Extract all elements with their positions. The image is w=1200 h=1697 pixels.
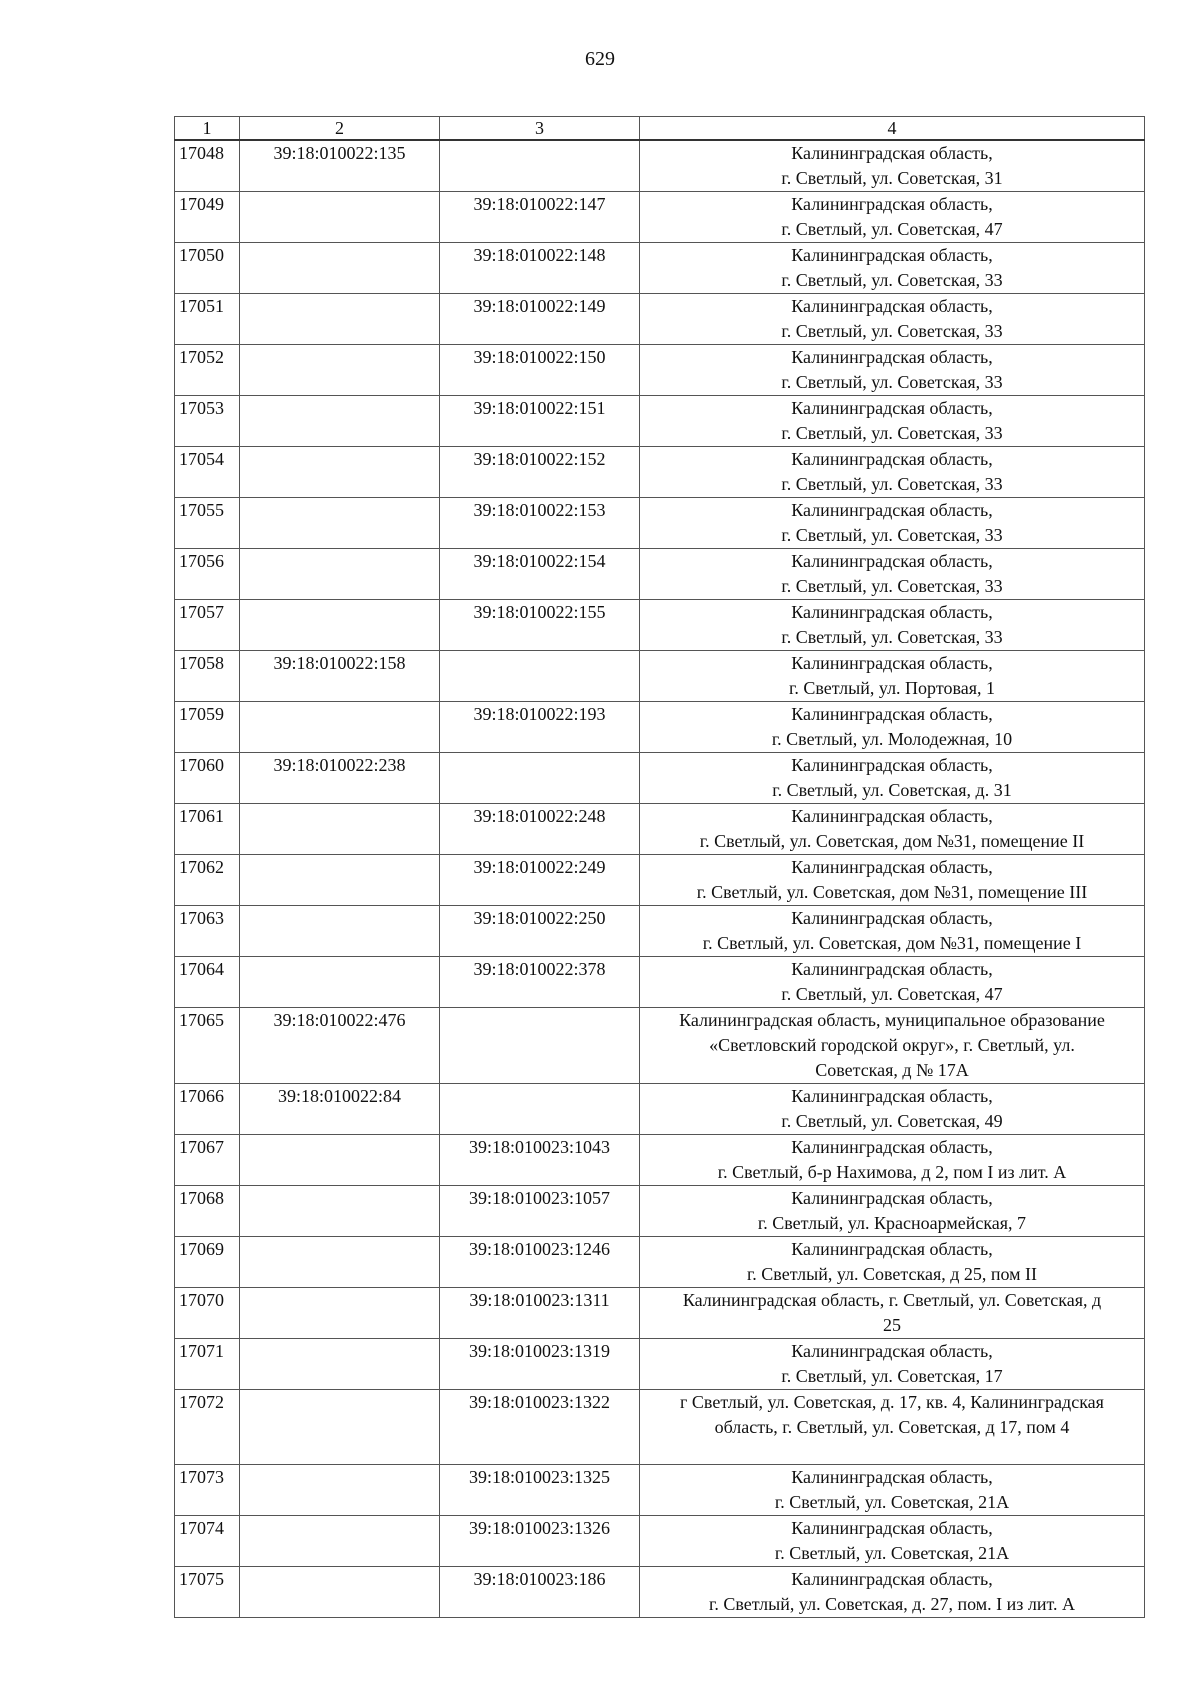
address-line: г Светлый, ул. Советская, д. 17, кв. 4, Калининградская	[680, 1392, 1104, 1412]
address-cell	[640, 1186, 1145, 1237]
address-line: Калининградская область, г. Светлый, ул. Советская, д	[682, 1290, 1102, 1310]
cadastral-number-col2-cell	[240, 192, 440, 243]
cadastral-number-col3-cell: 39:18:010023:1311	[440, 1288, 640, 1339]
cadastral-number-col3-cell: 39:18:010022:250	[440, 906, 640, 957]
cadastral-number-col2-cell	[240, 498, 440, 549]
cadastral-number-col3-cell: 39:18:010023:1325	[440, 1465, 640, 1516]
table-row	[175, 804, 1145, 855]
address-cell	[640, 140, 1145, 192]
cadastral-number-col2-cell	[240, 1465, 440, 1516]
cadastral-number-col3-cell: 39:18:010022:155	[440, 600, 640, 651]
address-line: Калининградская область,	[791, 857, 993, 877]
address-line: Калининградская область,	[791, 1137, 993, 1157]
cadastral-number-col2-cell	[240, 804, 440, 855]
row-number-cell: 17070	[175, 1288, 240, 1339]
cadastral-number-col2-cell	[240, 1567, 440, 1618]
table-row	[175, 753, 1145, 804]
address-line: Калининградская область,	[791, 347, 993, 367]
address-line: г. Светлый, ул. Советская, 17	[781, 1366, 1003, 1386]
cadastral-number-col2-cell	[240, 294, 440, 345]
address-cell	[640, 294, 1145, 345]
table-row	[175, 906, 1145, 957]
address-line: Калининградская область,	[791, 500, 993, 520]
cadastral-number-col3-cell: 39:18:010022:378	[440, 957, 640, 1008]
address-cell	[640, 243, 1145, 294]
address-line: Калининградская область,	[791, 653, 993, 673]
table-row	[175, 140, 1145, 192]
address-line: г. Светлый, ул. Советская, д. 31	[772, 780, 1012, 800]
address-line: Калининградская область,	[791, 704, 993, 724]
row-number-cell: 17064	[175, 957, 240, 1008]
cadastral-number-col2-cell	[240, 243, 440, 294]
address-line: г. Светлый, ул. Советская, 33	[781, 423, 1003, 443]
cadastral-number-col2-cell	[240, 1390, 440, 1465]
address-line: г. Светлый, ул. Советская, дом №31, помещение III	[696, 882, 1088, 902]
address-cell	[640, 957, 1145, 1008]
address-line: г. Светлый, б-р Нахимова, д 2, пом I из лит. А	[717, 1162, 1067, 1182]
cadastral-number-col2-cell	[240, 906, 440, 957]
cadastral-number-col2-cell	[240, 396, 440, 447]
address-line: Калининградская область,	[791, 194, 993, 214]
row-number-cell: 17057	[175, 600, 240, 651]
row-number-cell: 17056	[175, 549, 240, 600]
address-line: Калининградская область,	[791, 551, 993, 571]
row-number-cell: 17053	[175, 396, 240, 447]
address-cell	[640, 1465, 1145, 1516]
cadastral-number-col3-cell	[440, 1084, 640, 1135]
row-number-cell: 17060	[175, 753, 240, 804]
table-row	[175, 1339, 1145, 1390]
table-row	[175, 498, 1145, 549]
cadastral-number-col2-cell	[240, 1516, 440, 1567]
cadastral-number-col3-cell	[440, 651, 640, 702]
table-header-row	[175, 117, 1145, 141]
row-number-cell: 17069	[175, 1237, 240, 1288]
table-row	[175, 345, 1145, 396]
address-cell	[640, 447, 1145, 498]
cadastral-number-col3-cell: 39:18:010022:154	[440, 549, 640, 600]
address-line: Калининградская область,	[791, 755, 993, 775]
row-number-cell: 17049	[175, 192, 240, 243]
address-line: г. Светлый, ул. Советская, 33	[781, 627, 1003, 647]
row-number-cell: 17052	[175, 345, 240, 396]
cadastral-number-col2-cell: 39:18:010022:84	[240, 1084, 440, 1135]
cadastral-number-col2-cell	[240, 1288, 440, 1339]
table-row	[175, 1465, 1145, 1516]
address-line: Калининградская область,	[791, 1341, 993, 1361]
address-line: г. Светлый, ул. Советская, д 25, пом II	[746, 1264, 1038, 1284]
cadastral-number-col3-cell: 39:18:010023:1319	[440, 1339, 640, 1390]
address-line: Калининградская область, муниципальное образование	[679, 1010, 1105, 1030]
cadastral-number-col3-cell: 39:18:010023:1322	[440, 1390, 640, 1465]
cadastral-number-col3-cell: 39:18:010022:147	[440, 192, 640, 243]
cadastral-number-col2-cell	[240, 345, 440, 396]
cadastral-number-col2-cell: 39:18:010022:158	[240, 651, 440, 702]
row-number-cell: 17059	[175, 702, 240, 753]
row-number-cell: 17066	[175, 1084, 240, 1135]
address-cell	[640, 804, 1145, 855]
table-row	[175, 1135, 1145, 1186]
table-row	[175, 1567, 1145, 1618]
address-cell	[640, 1339, 1145, 1390]
address-line: Калининградская область,	[791, 1518, 993, 1538]
cadastral-number-col3-cell: 39:18:010022:151	[440, 396, 640, 447]
table-row	[175, 243, 1145, 294]
cadastral-number-col3-cell: 39:18:010022:193	[440, 702, 640, 753]
address-line: г. Светлый, ул. Портовая, 1	[789, 678, 995, 698]
address-cell	[640, 753, 1145, 804]
row-number-cell: 17072	[175, 1390, 240, 1465]
cadastral-number-col2-cell	[240, 1339, 440, 1390]
address-line: Калининградская область,	[791, 398, 993, 418]
address-line: Калининградская область,	[791, 908, 993, 928]
address-line: область, г. Светлый, ул. Советская, д 17, пом 4	[714, 1417, 1070, 1437]
cadastral-number-col2-cell: 39:18:010022:238	[240, 753, 440, 804]
address-line: г. Светлый, ул. Советская, 33	[781, 270, 1003, 290]
address-cell	[640, 1390, 1145, 1465]
address-line: г. Светлый, ул. Молодежная, 10	[771, 729, 1013, 749]
address-line: г. Светлый, ул. Советская, 31	[781, 168, 1003, 188]
cadastral-table	[174, 116, 1145, 1618]
row-number-cell: 17071	[175, 1339, 240, 1390]
address-line: г. Светлый, ул. Советская, 33	[781, 321, 1003, 341]
address-cell	[640, 1008, 1145, 1084]
row-number-cell: 17074	[175, 1516, 240, 1567]
column-header-1: 1	[175, 117, 240, 141]
address-line: «Светловский городской округ», г. Светлый, ул.	[709, 1035, 1075, 1055]
cadastral-number-col3-cell: 39:18:010022:152	[440, 447, 640, 498]
table-row	[175, 1390, 1145, 1465]
column-header-3: 3	[440, 117, 640, 141]
row-number-cell: 17050	[175, 243, 240, 294]
address-line: Советская, д № 17А	[815, 1060, 969, 1080]
table-row	[175, 855, 1145, 906]
address-line: г. Светлый, ул. Советская, 21А	[774, 1492, 1010, 1512]
cadastral-number-col3-cell: 39:18:010023:1057	[440, 1186, 640, 1237]
address-cell	[640, 549, 1145, 600]
cadastral-number-col2-cell	[240, 855, 440, 906]
address-line: Калининградская область,	[791, 602, 993, 622]
cadastral-number-col3-cell	[440, 140, 640, 192]
cadastral-number-col3-cell: 39:18:010023:186	[440, 1567, 640, 1618]
cadastral-number-col3-cell: 39:18:010023:1043	[440, 1135, 640, 1186]
row-number-cell: 17048	[175, 140, 240, 192]
table-row	[175, 600, 1145, 651]
row-number-cell: 17062	[175, 855, 240, 906]
row-number-cell: 17075	[175, 1567, 240, 1618]
address-cell	[640, 1084, 1145, 1135]
row-number-cell: 17065	[175, 1008, 240, 1084]
address-line: г. Светлый, ул. Красноармейская, 7	[757, 1213, 1027, 1233]
address-line: Калининградская область,	[791, 959, 993, 979]
cadastral-number-col3-cell	[440, 753, 640, 804]
address-line: г. Светлый, ул. Советская, дом №31, помещение I	[702, 933, 1082, 953]
cadastral-number-col3-cell: 39:18:010022:149	[440, 294, 640, 345]
table-row	[175, 957, 1145, 1008]
address-line: Калининградская область,	[791, 1188, 993, 1208]
cadastral-number-col2-cell	[240, 957, 440, 1008]
address-cell	[640, 855, 1145, 906]
address-cell	[640, 600, 1145, 651]
table-row	[175, 396, 1145, 447]
cadastral-number-col3-cell: 39:18:010022:248	[440, 804, 640, 855]
cadastral-number-col3-cell: 39:18:010022:148	[440, 243, 640, 294]
address-line: г. Светлый, ул. Советская, 33	[781, 525, 1003, 545]
row-number-cell: 17054	[175, 447, 240, 498]
address-line: г. Светлый, ул. Советская, 47	[781, 219, 1003, 239]
address-line: г. Светлый, ул. Советская, 33	[781, 576, 1003, 596]
address-line: г. Светлый, ул. Советская, 33	[781, 474, 1003, 494]
address-line: г. Светлый, ул. Советская, 47	[781, 984, 1003, 1004]
address-cell	[640, 396, 1145, 447]
table-row	[175, 1516, 1145, 1567]
cadastral-number-col2-cell	[240, 702, 440, 753]
table-body	[175, 140, 1145, 1618]
column-header-4: 4	[640, 117, 1145, 141]
cadastral-number-col3-cell: 39:18:010022:249	[440, 855, 640, 906]
row-number-cell: 17055	[175, 498, 240, 549]
address-line: г. Светлый, ул. Советская, 33	[781, 372, 1003, 392]
row-number-cell: 17063	[175, 906, 240, 957]
address-cell	[640, 1567, 1145, 1618]
table-row	[175, 447, 1145, 498]
address-line: г. Светлый, ул. Советская, 21А	[774, 1543, 1010, 1563]
address-cell	[640, 651, 1145, 702]
table-row	[175, 294, 1145, 345]
row-number-cell: 17067	[175, 1135, 240, 1186]
table-row	[175, 192, 1145, 243]
address-cell	[640, 906, 1145, 957]
cadastral-number-col2-cell	[240, 1237, 440, 1288]
table-row	[175, 1084, 1145, 1135]
address-line: Калининградская область,	[791, 1239, 993, 1259]
address-cell	[640, 345, 1145, 396]
address-line: г. Светлый, ул. Советская, д. 27, пом. I из лит. А	[709, 1594, 1075, 1614]
cadastral-number-col2-cell	[240, 549, 440, 600]
cadastral-number-col2-cell	[240, 600, 440, 651]
cadastral-number-col3-cell: 39:18:010022:150	[440, 345, 640, 396]
address-line: 25	[883, 1315, 901, 1335]
table-row	[175, 651, 1145, 702]
row-number-cell: 17061	[175, 804, 240, 855]
address-cell	[640, 1288, 1145, 1339]
address-cell	[640, 1237, 1145, 1288]
cadastral-number-col2-cell	[240, 1186, 440, 1237]
address-line: Калининградская область,	[791, 143, 993, 163]
address-cell	[640, 1516, 1145, 1567]
address-cell	[640, 192, 1145, 243]
address-line: Калининградская область,	[791, 1086, 993, 1106]
cadastral-number-col3-cell: 39:18:010022:153	[440, 498, 640, 549]
table-row	[175, 549, 1145, 600]
table-row	[175, 1288, 1145, 1339]
column-header-2: 2	[240, 117, 440, 141]
table-row	[175, 1237, 1145, 1288]
address-line: Калининградская область,	[791, 1569, 993, 1589]
cadastral-number-col2-cell	[240, 1135, 440, 1186]
address-line: Калининградская область,	[791, 296, 993, 316]
page-number: 629	[585, 48, 615, 70]
cadastral-number-col3-cell: 39:18:010023:1246	[440, 1237, 640, 1288]
row-number-cell: 17073	[175, 1465, 240, 1516]
row-number-cell: 17051	[175, 294, 240, 345]
address-cell	[640, 702, 1145, 753]
address-line: г. Светлый, ул. Советская, дом №31, помещение II	[699, 831, 1085, 851]
address-line: г. Светлый, ул. Советская, 49	[781, 1111, 1003, 1131]
address-line: Калининградская область,	[791, 1467, 993, 1487]
table-row	[175, 1186, 1145, 1237]
row-number-cell: 17058	[175, 651, 240, 702]
table-row	[175, 702, 1145, 753]
cadastral-number-col2-cell: 39:18:010022:135	[240, 140, 440, 192]
cadastral-number-col3-cell: 39:18:010023:1326	[440, 1516, 640, 1567]
cadastral-number-col2-cell	[240, 447, 440, 498]
cadastral-number-col3-cell	[440, 1008, 640, 1084]
address-line: Калининградская область,	[791, 449, 993, 469]
address-cell	[640, 498, 1145, 549]
table-row	[175, 1008, 1145, 1084]
address-line: Калининградская область,	[791, 806, 993, 826]
address-line: Калининградская область,	[791, 245, 993, 265]
address-cell	[640, 1135, 1145, 1186]
cadastral-number-col2-cell: 39:18:010022:476	[240, 1008, 440, 1084]
row-number-cell: 17068	[175, 1186, 240, 1237]
